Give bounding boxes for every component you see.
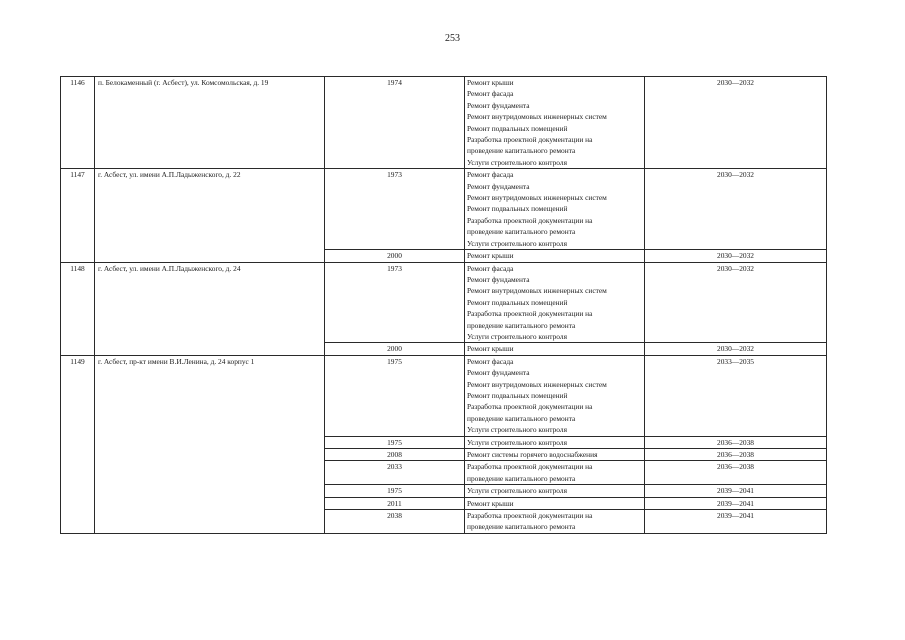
work-item: Услуги строительного контроля — [467, 437, 567, 447]
work-item: Ремонт крыши — [467, 251, 514, 261]
period-cell: 2039—2041 — [645, 485, 827, 497]
works-cell — [465, 485, 645, 497]
work-item: проведение капитального ремонта — [467, 146, 576, 156]
year-cell: 1975 — [325, 436, 465, 448]
building-address: г. Асбест, пр-кт имени В.И.Ленина, д. 24 корпус 1 — [95, 355, 325, 533]
work-item: Ремонт системы горячего водоснабжения — [467, 450, 598, 459]
building-address: г. Асбест, ул. имени А.П.Ладыженского, д. 22 — [95, 169, 325, 262]
period-cell: 2030—2032 — [645, 262, 827, 343]
works-cell — [465, 77, 645, 169]
work-item: Услуги строительного контроля — [467, 238, 567, 248]
work-item: Ремонт фундамента — [467, 274, 530, 284]
year-cell: 1973 — [325, 169, 465, 250]
works-cell — [465, 461, 645, 485]
work-item: Разработка проектной документации на — [467, 309, 593, 319]
works-cell — [465, 497, 645, 509]
work-item: Ремонт внутридомовых инженерных систем — [467, 379, 607, 389]
row-number: 1148 — [61, 262, 95, 355]
period-cell: 2039—2041 — [645, 497, 827, 509]
year-cell: 2000 — [325, 250, 465, 262]
work-item: Разработка проектной документации на — [467, 135, 593, 145]
table-row — [61, 355, 827, 436]
work-item: Услуги строительного контроля — [467, 425, 567, 435]
works-cell — [465, 169, 645, 250]
year-cell: 2038 — [325, 510, 465, 534]
work-item: Ремонт фасада — [467, 263, 514, 273]
work-item: Ремонт крыши — [467, 498, 514, 508]
building-address: п. Белокаменный (г. Асбест), ул. Комсомольская, д. 19 — [95, 77, 325, 169]
period-cell: 2036—2038 — [645, 449, 827, 461]
works-cell — [465, 510, 645, 534]
work-item: Разработка проектной документации на — [467, 511, 593, 521]
work-item: Ремонт внутридомовых инженерных систем — [467, 112, 607, 122]
works-cell — [465, 436, 645, 448]
work-item: проведение капитального ремонта — [467, 522, 576, 532]
period-cell: 2030—2032 — [645, 169, 827, 250]
works-cell — [465, 355, 645, 436]
work-item: Ремонт фундамента — [467, 368, 530, 378]
period-cell: 2033—2035 — [645, 355, 827, 436]
works-cell — [465, 343, 645, 355]
work-item: Ремонт внутридомовых инженерных систем — [467, 193, 607, 203]
period-cell: 2036—2038 — [645, 436, 827, 448]
period-cell: 2036—2038 — [645, 461, 827, 485]
year-cell: 2011 — [325, 497, 465, 509]
period-cell: 2030—2032 — [645, 250, 827, 262]
table-body — [61, 77, 827, 534]
work-item: проведение капитального ремонта — [467, 320, 576, 330]
work-item: Ремонт фасада — [467, 170, 514, 180]
period-cell: 2030—2032 — [645, 343, 827, 355]
work-item: Ремонт фундамента — [467, 181, 530, 191]
work-item: Разработка проектной документации на — [467, 402, 593, 412]
work-item: Ремонт подвальных помещений — [467, 297, 568, 307]
work-item: Ремонт подвальных помещений — [467, 390, 568, 400]
work-item: Ремонт фундамента — [467, 100, 530, 110]
page-number: 253 — [445, 33, 460, 44]
work-item: Ремонт внутридомовых инженерных систем — [467, 286, 607, 296]
works-cell — [465, 250, 645, 262]
work-item: Ремонт крыши — [467, 344, 514, 354]
work-item: Услуги строительного контроля — [467, 157, 567, 167]
year-cell: 1973 — [325, 262, 465, 343]
work-item: Услуги строительного контроля — [467, 486, 567, 496]
work-item: Разработка проектной документации на — [467, 462, 593, 472]
year-cell: 1975 — [325, 355, 465, 436]
work-item: Ремонт крыши — [467, 78, 514, 87]
work-item: Ремонт подвальных помещений — [467, 204, 568, 214]
table-row — [61, 77, 827, 169]
year-cell: 2033 — [325, 461, 465, 485]
work-item: Разработка проектной документации на — [467, 215, 593, 225]
row-number: 1149 — [61, 355, 95, 533]
work-item: Ремонт фасада — [467, 89, 514, 99]
works-cell — [465, 449, 645, 461]
works-cell — [465, 262, 645, 343]
building-address: г. Асбест, ул. имени А.П.Ладыженского, д. 24 — [95, 262, 325, 355]
year-cell: 2000 — [325, 343, 465, 355]
table-row — [61, 262, 827, 343]
row-number: 1147 — [61, 169, 95, 262]
row-number: 1146 — [61, 77, 95, 169]
work-item: Услуги строительного контроля — [467, 331, 567, 341]
repair-schedule-table — [60, 76, 827, 534]
year-cell: 2008 — [325, 449, 465, 461]
work-item: Ремонт фасада — [467, 356, 514, 366]
work-item: проведение капитального ремонта — [467, 413, 576, 423]
work-item: Ремонт подвальных помещений — [467, 123, 568, 133]
table-row — [61, 169, 827, 250]
work-item: проведение капитального ремонта — [467, 227, 576, 237]
work-item: проведение капитального ремонта — [467, 473, 576, 483]
year-cell: 1975 — [325, 485, 465, 497]
period-cell: 2030—2032 — [645, 77, 827, 169]
period-cell: 2039—2041 — [645, 510, 827, 534]
year-cell: 1974 — [325, 77, 465, 169]
